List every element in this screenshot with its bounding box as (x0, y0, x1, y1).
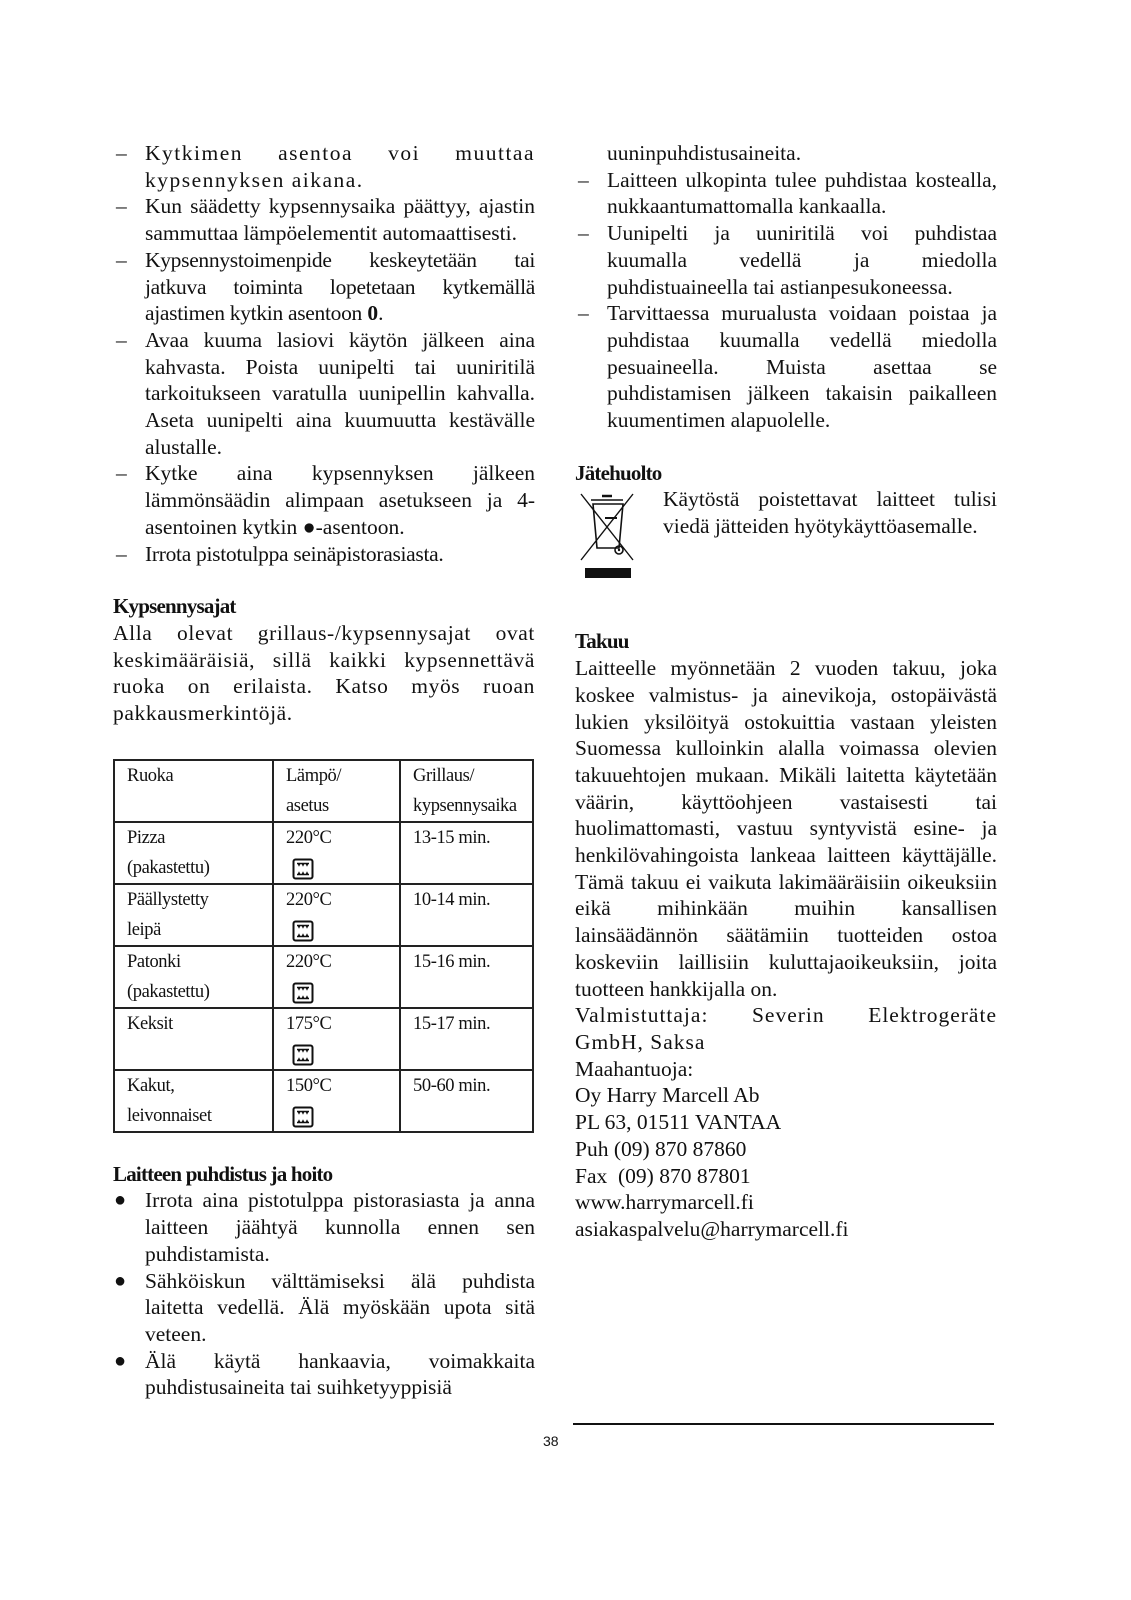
list-item: – Kypsennystoimenpide keskeytetään tai jatkuva toiminta lopetetaan kytkemällä ajastimen kytkin asentoon 0. (116, 247, 535, 326)
oven-top-bottom-heat-icon (292, 858, 314, 880)
manufacturer-text: Valmistuttaja: Severin Elektrogeräte GmbH, Saksa (575, 1003, 997, 1054)
list-item: ● Sähköiskun välttämiseksi älä puhdista laitetta vedellä. Älä myöskään upota sitä veteen. (114, 1268, 535, 1346)
crossed-out-wheelie-bin-icon (575, 488, 639, 578)
header-cell-time: Grillaus/ kypsennysaika (400, 760, 533, 822)
list-item: – Kytke aina kypsennyksen jälkeen lämmönsäädin alimpaan asetukseen ja 4-asentoinen kytkin ●-asentoon. (116, 461, 535, 539)
switch-position-zero: 0 (367, 301, 379, 326)
table-row (114, 1070, 533, 1132)
disposal-text: Käytöstä poistettavat laitteet tulisi viedä jätteiden hyötykäyttöasemalle. (663, 487, 997, 539)
importer-name: Oy Harry Marcell Ab (575, 1083, 760, 1108)
dash-marker: – (116, 247, 127, 272)
importer-address: PL 63, 01511 VANTAA (575, 1110, 782, 1135)
importer-label: Maahantuoja: (575, 1056, 694, 1081)
importer-phone: Puh (09) 870 87860 (575, 1136, 747, 1161)
oven-top-bottom-heat-icon (292, 982, 314, 1004)
bullet-icon: ● (114, 1349, 127, 1372)
temperature-cell: 175°C (273, 1008, 400, 1070)
dash-marker: – (578, 167, 589, 192)
food-cell: Kakut, leivonnaiset (114, 1070, 273, 1132)
table-row (114, 1008, 533, 1070)
list-item: – Kun säädetty kypsennysaika päättyy, ajastin sammuttaa lämpöelementit automaattisesti. (116, 194, 535, 246)
importer-email-link[interactable]: asiakaspalvelu@harrymarcell.fi (575, 1216, 849, 1241)
header-cell-food: Ruoka (114, 760, 273, 822)
importer-fax: Fax (09) 870 87801 (575, 1163, 751, 1188)
food-cell: Patonki (pakastettu) (114, 946, 273, 1008)
oven-top-bottom-heat-icon (292, 1044, 314, 1066)
temperature-cell: 220°C (273, 822, 400, 884)
footer-divider (573, 1423, 994, 1425)
dash-marker: – (578, 301, 589, 326)
dash-marker: – (116, 141, 127, 165)
dash-marker: – (578, 221, 589, 246)
time-cell: 13-15 min. (400, 822, 533, 884)
dash-marker: – (116, 194, 127, 219)
usage-notes-list (113, 140, 535, 567)
food-cell: Päällystetty leipä (114, 884, 273, 946)
list-item: – Laitteen ulkopinta tulee puhdistaa kostealla, nukkaantumattomalla kankaalla. (578, 167, 997, 219)
temperature-cell: 220°C (273, 884, 400, 946)
table-header-row (114, 760, 533, 822)
list-item: – Irrota pistotulppa seinäpistorasiasta. (116, 541, 444, 566)
time-cell: 15-17 min. (400, 1008, 533, 1070)
cooking-times-paragraph: Alla olevat grillaus-/kypsennysajat ovat keskimääräisiä, sillä kaikki kypsennettävä ruoka on erilaista. Katso myös ruoan pakkausmerkintöjä. (113, 620, 535, 726)
list-item: ● Irrota aina pistotulppa pistorasiasta ja anna laitteen jäähtyä kunnolla ennen sen puhdistamista. (114, 1188, 535, 1266)
table-row (114, 822, 533, 884)
time-cell: 10-14 min. (400, 884, 533, 946)
time-cell: 50-60 min. (400, 1070, 533, 1132)
food-cell: Keksit (114, 1008, 273, 1070)
food-cell: Pizza (pakastettu) (114, 822, 273, 884)
oven-top-bottom-heat-icon (292, 920, 314, 942)
disposal-block (575, 486, 997, 576)
cleaning-dash-list (575, 167, 997, 434)
time-cell: 15-16 min. (400, 946, 533, 1008)
list-item: – Tarvittaessa murualusta voidaan poistaa ja puhdistaa kuumalla vedellä miedolla pesuaineella. Muista asettaa se puhdistamisen jälkeen takaisin paikalleen kuumentimen alapuolelle. (578, 301, 997, 433)
list-item: – Kytkimen asentoa voi muuttaa kypsennyksen aikana. (116, 141, 535, 192)
section-heading-cooking-times: Kypsennysajat (113, 594, 236, 619)
importer-website-link[interactable]: www.harrymarcell.fi (575, 1190, 754, 1215)
header-cell-temperature: Lämpö/ asetus (273, 760, 400, 822)
dash-marker: – (116, 541, 127, 566)
temperature-cell: 220°C (273, 946, 400, 1008)
continuation-text: uuninpuhdistusaineita. (607, 141, 802, 165)
section-heading-warranty: Takuu (575, 629, 629, 654)
right-column (575, 140, 997, 1243)
table-row (114, 946, 533, 1008)
page-number: 38 (543, 1433, 559, 1449)
list-item: ● Älä käytä hankaavia, voimakkaita puhdistusaineita tai suihketyyppisiä (114, 1348, 535, 1400)
section-heading-disposal: Jätehuolto (575, 460, 662, 485)
temperature-cell: 150°C (273, 1070, 400, 1132)
list-item: – Uunipelti ja uuniritilä voi puhdistaa kuumalla vedellä ja miedolla puhdistuaineella tai astianpesukoneessa. (578, 221, 997, 299)
bullet-icon: ● (114, 1189, 127, 1212)
list-item: – Avaa kuuma lasiovi käytön jälkeen aina kahvasta. Poista uunipelti tai uuniritilä tarkoitukseen varatulla uunipellin kahvalla. Aseta uunipelti aina kuumuutta kestävälle alustalle. (116, 327, 535, 459)
table-row (114, 884, 533, 946)
bullet-icon: ● (114, 1269, 127, 1292)
dash-marker: – (116, 327, 127, 352)
left-column (113, 140, 535, 1401)
cooking-times-table (113, 759, 534, 1133)
cleaning-bullet-list (113, 1187, 535, 1401)
oven-top-bottom-heat-icon (292, 1106, 314, 1128)
dash-marker: – (116, 461, 127, 486)
filled-circle-icon: ● (302, 514, 316, 539)
warranty-paragraph: Laitteelle myönnetään 2 vuoden takuu, joka koskee valmistus- ja ainevikoja, ostopäivästä lukien yksilöityä ostokuittia vastaan yleisten Suomessa kulloinkin alalla voimassa olevien takuuehtojen mukaan. Mikäli laitetta käytetään väärin, käyttöohjeen vastaisesti tai huolimattomasti, vastuu syntyvistä esine- ja henkilövahingoista lankeaa laitteen käyttäjälle. Tämä takuu ei vaikuta lakimääräisiin oikeuksiin eikä mihinkään muihin kansallisen lainsäädännön säätämiin tuotteiden ostoa koskeviin laillisiin kuluttajaoikeuksiin, joita tuotteen hankkijalla on. (575, 656, 997, 1001)
section-heading-cleaning: Laitteen puhdistus ja hoito (113, 1161, 333, 1186)
